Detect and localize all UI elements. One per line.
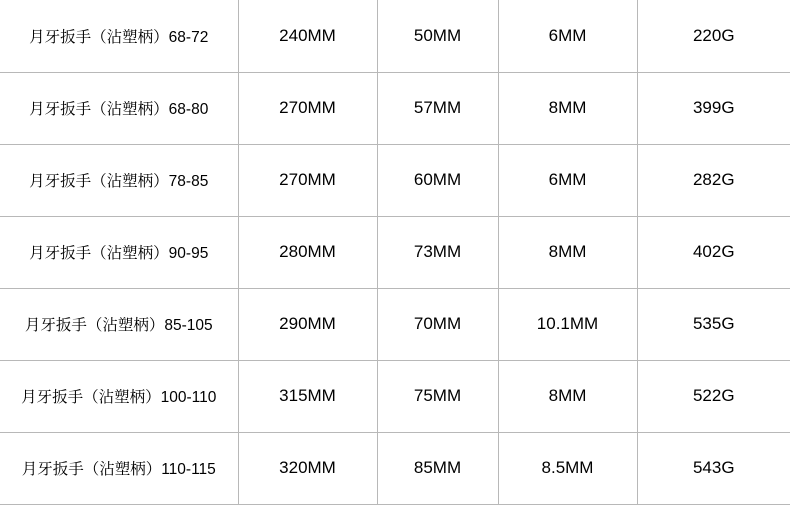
cell-length: [238, 216, 377, 288]
length-text: 270MM: [239, 98, 377, 118]
cell-weight: [637, 72, 790, 144]
weight-text: 522G: [638, 386, 790, 406]
cell-length: [238, 432, 377, 504]
table-row: [0, 216, 790, 288]
thickness-text: 8.5MM: [499, 458, 637, 478]
product-name-text: 月牙扳手（沾塑柄）68-72: [0, 25, 238, 47]
cell-weight: [637, 144, 790, 216]
cell-width: [377, 72, 498, 144]
width-text: 57MM: [378, 98, 498, 118]
table-row: [0, 360, 790, 432]
cell-thickness: [498, 144, 637, 216]
length-text: 320MM: [239, 458, 377, 478]
weight-text: 220G: [638, 26, 790, 46]
cell-width: [377, 288, 498, 360]
table-row: [0, 72, 790, 144]
cell-product-name: [0, 288, 238, 360]
cell-thickness: [498, 360, 637, 432]
length-text: 240MM: [239, 26, 377, 46]
table-row: [0, 144, 790, 216]
thickness-text: 6MM: [499, 170, 637, 190]
width-text: 75MM: [378, 386, 498, 406]
cell-weight: [637, 432, 790, 504]
cell-length: [238, 288, 377, 360]
width-text: 50MM: [378, 26, 498, 46]
table-row: [0, 432, 790, 504]
width-text: 73MM: [378, 242, 498, 262]
weight-text: 535G: [638, 314, 790, 334]
cell-thickness: [498, 0, 637, 72]
cell-length: [238, 0, 377, 72]
cell-width: [377, 0, 498, 72]
table-row: [0, 288, 790, 360]
weight-text: 282G: [638, 170, 790, 190]
thickness-text: 8MM: [499, 98, 637, 118]
cell-thickness: [498, 432, 637, 504]
cell-product-name: [0, 0, 238, 72]
width-text: 60MM: [378, 170, 498, 190]
cell-width: [377, 360, 498, 432]
length-text: 315MM: [239, 386, 377, 406]
cell-weight: [637, 360, 790, 432]
cell-weight: [637, 216, 790, 288]
thickness-text: 8MM: [499, 242, 637, 262]
cell-product-name: [0, 144, 238, 216]
cell-width: [377, 432, 498, 504]
product-name-text: 月牙扳手（沾塑柄）100-110: [0, 385, 238, 407]
length-text: 270MM: [239, 170, 377, 190]
length-text: 290MM: [239, 314, 377, 334]
cell-product-name: [0, 216, 238, 288]
cell-length: [238, 144, 377, 216]
width-text: 85MM: [378, 458, 498, 478]
thickness-text: 8MM: [499, 386, 637, 406]
cell-weight: [637, 288, 790, 360]
product-name-text: 月牙扳手（沾塑柄）110-115: [0, 457, 238, 479]
weight-text: 399G: [638, 98, 790, 118]
cell-weight: [637, 0, 790, 72]
product-name-text: 月牙扳手（沾塑柄）85-105: [0, 313, 238, 335]
width-text: 70MM: [378, 314, 498, 334]
cell-thickness: [498, 216, 637, 288]
cell-thickness: [498, 72, 637, 144]
cell-length: [238, 360, 377, 432]
table-row: [0, 0, 790, 72]
cell-product-name: [0, 360, 238, 432]
cell-length: [238, 72, 377, 144]
cell-thickness: [498, 288, 637, 360]
cell-width: [377, 216, 498, 288]
cell-width: [377, 144, 498, 216]
thickness-text: 10.1MM: [499, 314, 637, 334]
product-name-text: 月牙扳手（沾塑柄）68-80: [0, 97, 238, 119]
cell-product-name: [0, 432, 238, 504]
weight-text: 402G: [638, 242, 790, 262]
product-name-text: 月牙扳手（沾塑柄）90-95: [0, 241, 238, 263]
thickness-text: 6MM: [499, 26, 637, 46]
weight-text: 543G: [638, 458, 790, 478]
cell-product-name: [0, 72, 238, 144]
product-name-text: 月牙扳手（沾塑柄）78-85: [0, 169, 238, 191]
length-text: 280MM: [239, 242, 377, 262]
